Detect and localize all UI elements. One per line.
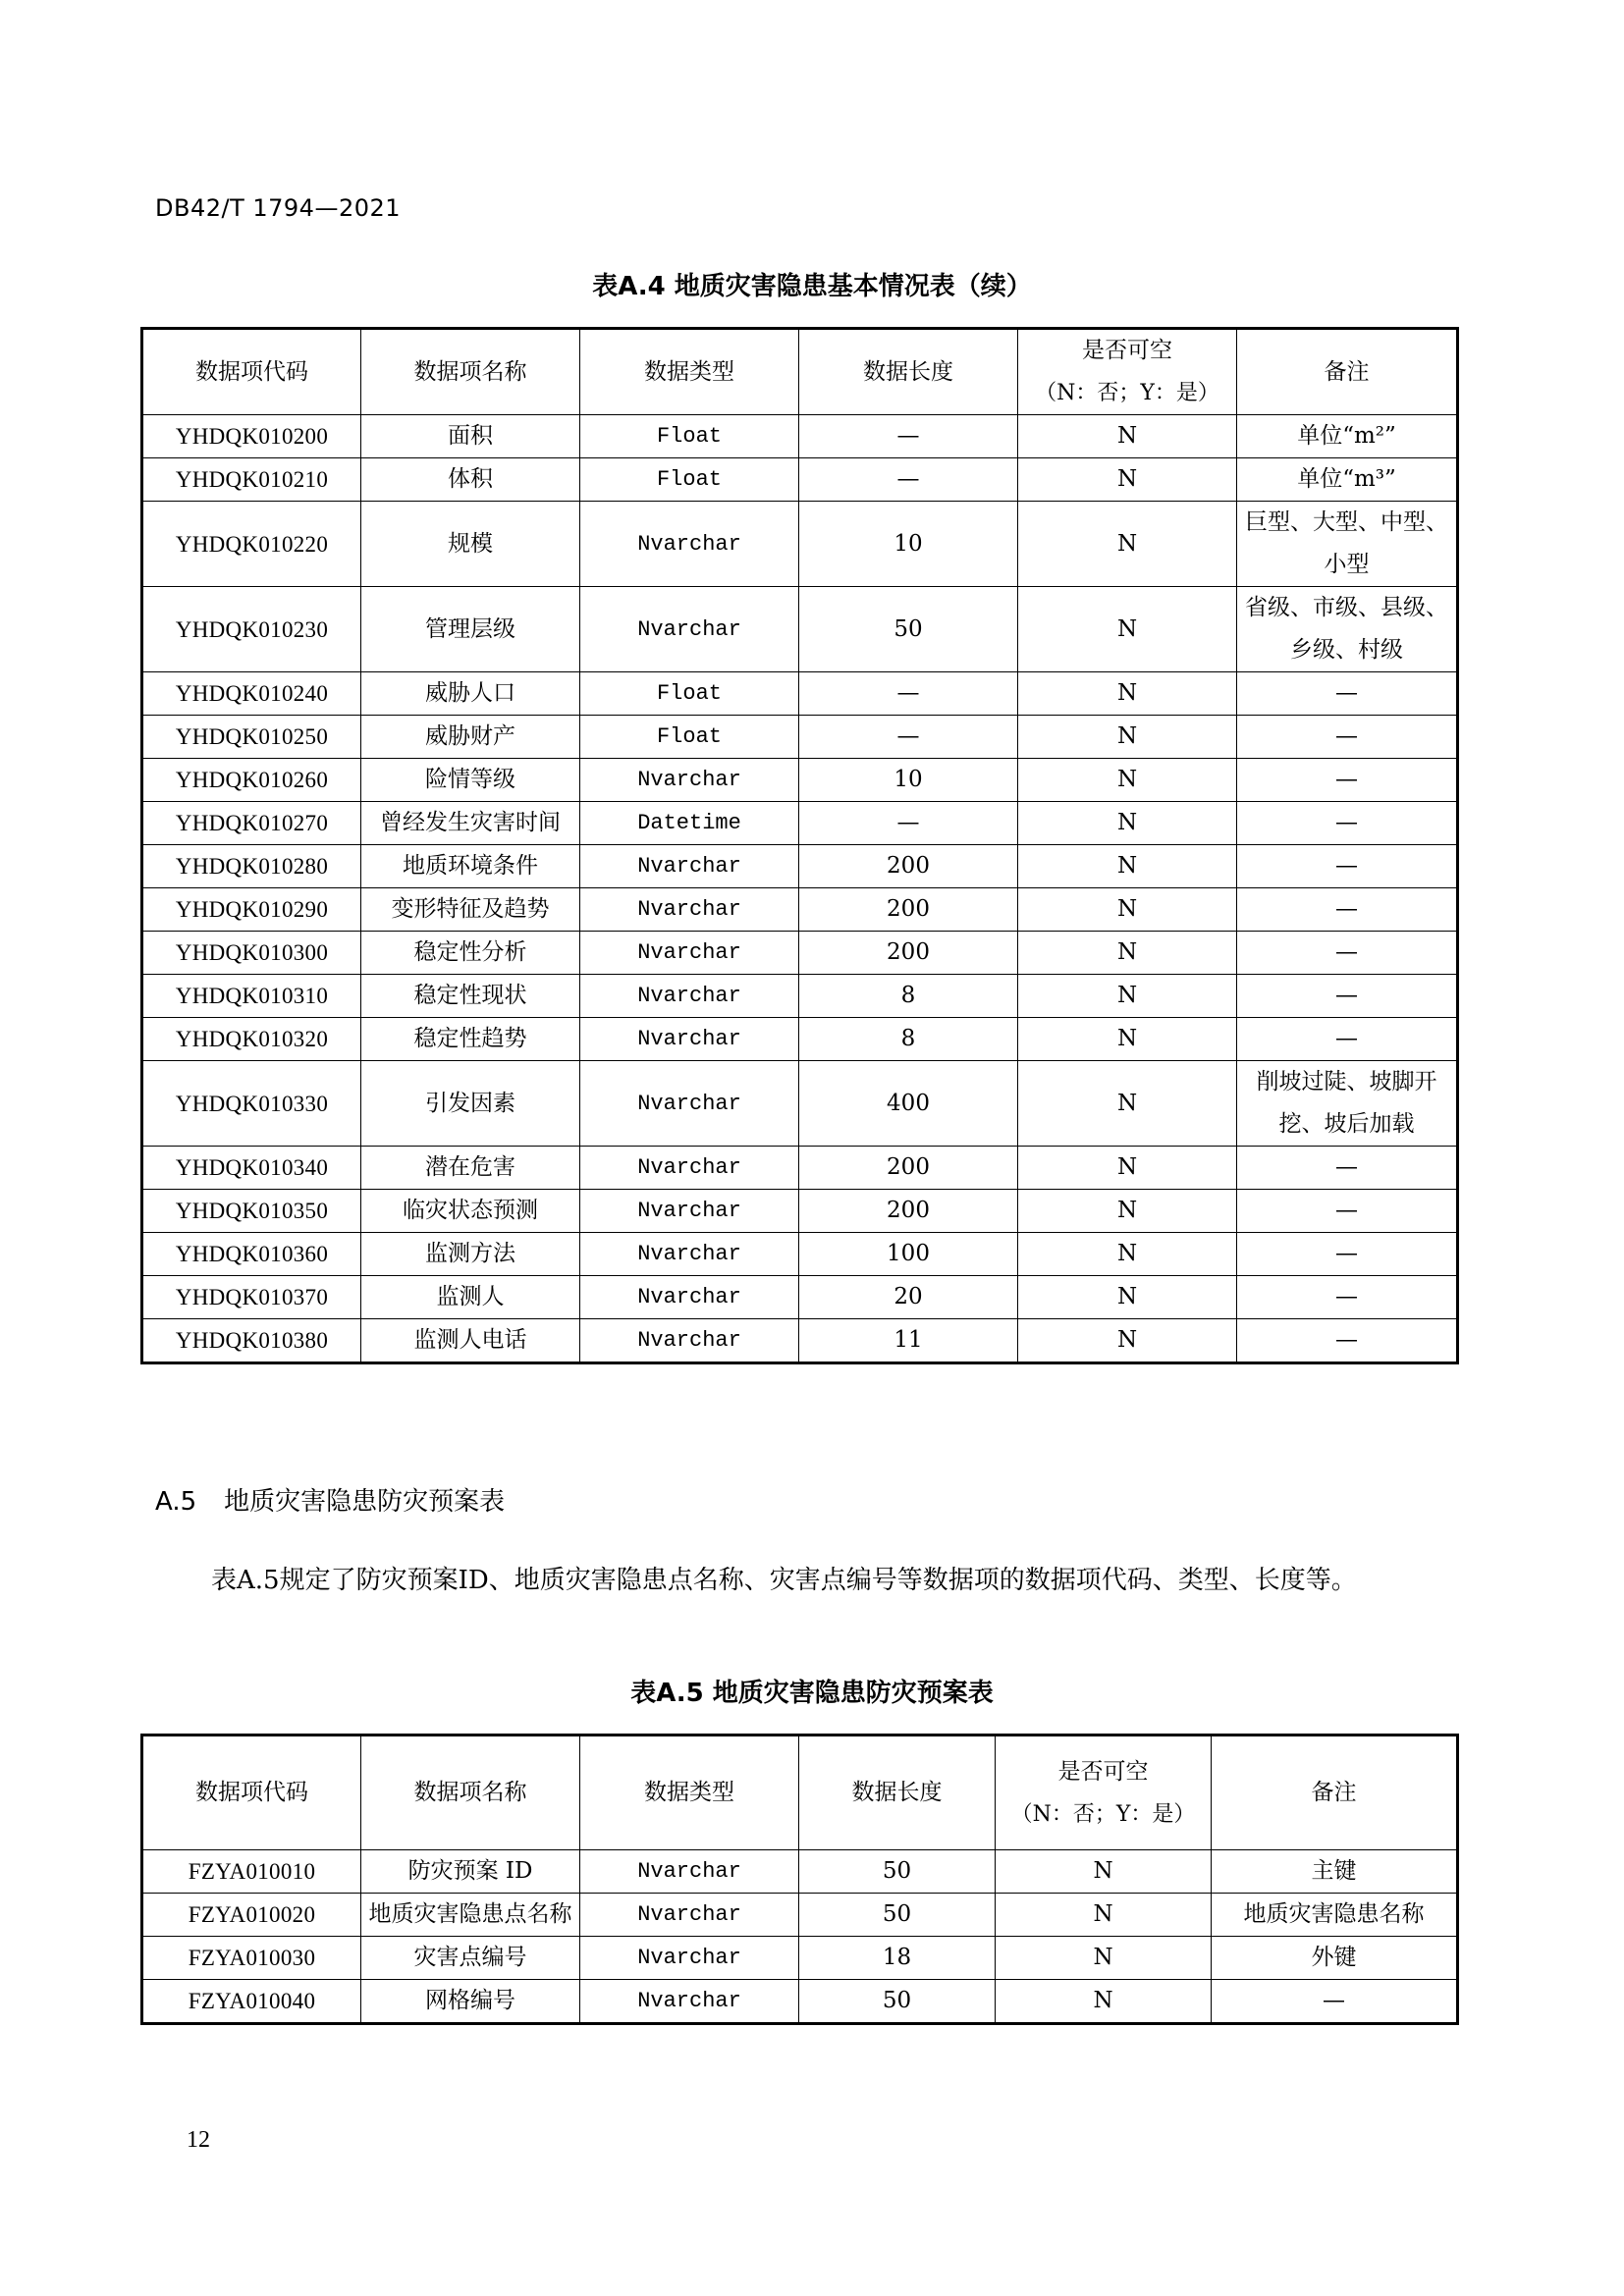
cell-remark: 削坡过陡、坡脚开挖、坡后加载 xyxy=(1237,1061,1458,1147)
cell-code: FZYA010040 xyxy=(142,1980,361,2024)
cell-length: 11 xyxy=(799,1319,1018,1363)
cell-name: 临灾状态预测 xyxy=(361,1190,580,1233)
table-row xyxy=(142,845,1458,888)
cell-name: 监测方法 xyxy=(361,1233,580,1276)
cell-length: — xyxy=(799,415,1018,458)
cell-remark: — xyxy=(1237,672,1458,716)
header-nullable-line1: 是否可空 xyxy=(1082,338,1172,363)
cell-nullable: N xyxy=(1018,932,1237,975)
cell-nullable: N xyxy=(1018,1190,1237,1233)
table-row xyxy=(142,1190,1458,1233)
cell-length: 10 xyxy=(799,502,1018,587)
cell-nullable: N xyxy=(996,1980,1212,2024)
cell-code: FZYA010030 xyxy=(142,1937,361,1980)
cell-name: 稳定性现状 xyxy=(361,975,580,1018)
cell-remark: 单位“m²” xyxy=(1237,415,1458,458)
cell-nullable: N xyxy=(1018,888,1237,932)
table-a5-caption: 表A.5 地质灾害隐患防灾预案表 xyxy=(630,1679,994,1708)
cell-length: 50 xyxy=(799,1850,996,1894)
cell-name: 规模 xyxy=(361,502,580,587)
cell-name: 体积 xyxy=(361,458,580,502)
header-length: 数据长度 xyxy=(799,329,1018,415)
cell-remark: — xyxy=(1237,1147,1458,1190)
cell-code: YHDQK010280 xyxy=(142,845,361,888)
table-row xyxy=(142,1233,1458,1276)
cell-code: YHDQK010210 xyxy=(142,458,361,502)
cell-code: YHDQK010290 xyxy=(142,888,361,932)
page-number: 12 xyxy=(187,2127,210,2153)
header-type: 数据类型 xyxy=(580,329,799,415)
header-nullable-line2: （N：否；Y：是） xyxy=(1010,1801,1196,1827)
cell-remark: 外键 xyxy=(1212,1937,1458,1980)
table-row xyxy=(142,1894,1458,1937)
cell-code: YHDQK010370 xyxy=(142,1276,361,1319)
cell-type: Float xyxy=(580,458,799,502)
cell-name: 地质灾害隐患点名称 xyxy=(361,1894,580,1937)
cell-name: 灾害点编号 xyxy=(361,1937,580,1980)
section-a5-heading xyxy=(155,1481,505,1518)
section-a5-paragraph: 表A.5规定了防灾预案ID、地质灾害隐患点名称、灾害点编号等数据项的数据项代码、类型、长度等。 xyxy=(211,1566,1357,1595)
cell-remark: 省级、市级、县级、乡级、村级 xyxy=(1237,587,1458,672)
cell-remark: 巨型、大型、中型、小型 xyxy=(1237,502,1458,587)
header-length: 数据长度 xyxy=(799,1735,996,1850)
cell-nullable: N xyxy=(1018,672,1237,716)
cell-code: YHDQK010380 xyxy=(142,1319,361,1363)
cell-nullable: N xyxy=(1018,1018,1237,1061)
cell-remark: — xyxy=(1237,888,1458,932)
cell-code: FZYA010020 xyxy=(142,1894,361,1937)
header-remark: 备注 xyxy=(1237,329,1458,415)
cell-length: — xyxy=(799,458,1018,502)
cell-length: 200 xyxy=(799,888,1018,932)
cell-nullable: N xyxy=(1018,458,1237,502)
cell-code: YHDQK010300 xyxy=(142,932,361,975)
cell-name: 引发因素 xyxy=(361,1061,580,1147)
cell-remark: 主键 xyxy=(1212,1850,1458,1894)
cell-length: — xyxy=(799,672,1018,716)
header-code: 数据项代码 xyxy=(142,329,361,415)
cell-name: 监测人 xyxy=(361,1276,580,1319)
cell-nullable: N xyxy=(1018,587,1237,672)
cell-remark: — xyxy=(1237,802,1458,845)
cell-type: Nvarchar xyxy=(580,1850,799,1894)
cell-type: Nvarchar xyxy=(580,1147,799,1190)
cell-code: YHDQK010200 xyxy=(142,415,361,458)
cell-remark: — xyxy=(1237,1190,1458,1233)
table-row xyxy=(142,1018,1458,1061)
table-row xyxy=(142,802,1458,845)
table-row xyxy=(142,716,1458,759)
cell-type: Nvarchar xyxy=(580,932,799,975)
cell-name: 网格编号 xyxy=(361,1980,580,2024)
cell-nullable: N xyxy=(1018,1233,1237,1276)
table-row xyxy=(142,1276,1458,1319)
cell-length: 200 xyxy=(799,1190,1018,1233)
cell-length: 200 xyxy=(799,845,1018,888)
cell-length: 20 xyxy=(799,1276,1018,1319)
cell-nullable: N xyxy=(1018,1319,1237,1363)
table-row xyxy=(142,672,1458,716)
cell-length: 18 xyxy=(799,1937,996,1980)
cell-code: YHDQK010220 xyxy=(142,502,361,587)
table-row xyxy=(142,759,1458,802)
cell-nullable: N xyxy=(1018,716,1237,759)
table-row xyxy=(142,587,1458,672)
header-nullable xyxy=(996,1735,1212,1850)
cell-type: Float xyxy=(580,672,799,716)
cell-name: 面积 xyxy=(361,415,580,458)
cell-length: 8 xyxy=(799,1018,1018,1061)
cell-length: 50 xyxy=(799,1980,996,2024)
header-remark: 备注 xyxy=(1212,1735,1458,1850)
section-title: 地质灾害隐患防灾预案表 xyxy=(224,1487,506,1517)
cell-name: 管理层级 xyxy=(361,587,580,672)
cell-length: 50 xyxy=(799,1894,996,1937)
cell-length: 400 xyxy=(799,1061,1018,1147)
cell-remark: — xyxy=(1237,932,1458,975)
cell-remark: — xyxy=(1237,759,1458,802)
cell-nullable: N xyxy=(1018,759,1237,802)
section-number: A.5 xyxy=(155,1487,197,1517)
cell-type: Float xyxy=(580,415,799,458)
document-code: DB42/T 1794—2021 xyxy=(155,194,402,222)
cell-type: Nvarchar xyxy=(580,502,799,587)
cell-type: Nvarchar xyxy=(580,759,799,802)
cell-code: YHDQK010240 xyxy=(142,672,361,716)
cell-length: — xyxy=(799,716,1018,759)
cell-code: YHDQK010350 xyxy=(142,1190,361,1233)
table-row xyxy=(142,1319,1458,1363)
cell-length: 200 xyxy=(799,1147,1018,1190)
cell-remark: — xyxy=(1237,716,1458,759)
cell-type: Nvarchar xyxy=(580,1061,799,1147)
cell-code: YHDQK010320 xyxy=(142,1018,361,1061)
table-row xyxy=(142,415,1458,458)
table-row xyxy=(142,1937,1458,1980)
cell-type: Nvarchar xyxy=(580,1018,799,1061)
cell-nullable: N xyxy=(1018,1061,1237,1147)
table-a5-header-row xyxy=(142,1735,1458,1850)
cell-type: Nvarchar xyxy=(580,1894,799,1937)
cell-name: 稳定性分析 xyxy=(361,932,580,975)
cell-nullable: N xyxy=(1018,502,1237,587)
cell-remark: 地质灾害隐患名称 xyxy=(1212,1894,1458,1937)
cell-type: Nvarchar xyxy=(580,1980,799,2024)
cell-length: — xyxy=(799,802,1018,845)
cell-type: Nvarchar xyxy=(580,1319,799,1363)
header-nullable-line1: 是否可空 xyxy=(1057,1758,1149,1785)
cell-remark: — xyxy=(1237,845,1458,888)
cell-length: 50 xyxy=(799,587,1018,672)
header-nullable xyxy=(1018,329,1237,415)
table-a5 xyxy=(140,1734,1459,2025)
cell-length: 8 xyxy=(799,975,1018,1018)
cell-remark: — xyxy=(1237,1276,1458,1319)
cell-remark: — xyxy=(1237,1233,1458,1276)
cell-nullable: N xyxy=(1018,975,1237,1018)
cell-name: 防灾预案 ID xyxy=(361,1850,580,1894)
cell-code: YHDQK010310 xyxy=(142,975,361,1018)
cell-nullable: N xyxy=(1018,415,1237,458)
cell-code: YHDQK010270 xyxy=(142,802,361,845)
cell-code: YHDQK010230 xyxy=(142,587,361,672)
cell-nullable: N xyxy=(996,1937,1212,1980)
cell-nullable: N xyxy=(1018,1276,1237,1319)
table-row xyxy=(142,1850,1458,1894)
cell-type: Datetime xyxy=(580,802,799,845)
cell-nullable: N xyxy=(1018,845,1237,888)
cell-type: Nvarchar xyxy=(580,845,799,888)
cell-name: 曾经发生灾害时间 xyxy=(361,802,580,845)
cell-nullable: N xyxy=(1018,802,1237,845)
header-name: 数据项名称 xyxy=(361,329,580,415)
table-a4-header-row xyxy=(142,329,1458,415)
cell-name: 潜在危害 xyxy=(361,1147,580,1190)
cell-nullable: N xyxy=(996,1894,1212,1937)
cell-length: 200 xyxy=(799,932,1018,975)
cell-name: 威胁人口 xyxy=(361,672,580,716)
cell-name: 险情等级 xyxy=(361,759,580,802)
header-type: 数据类型 xyxy=(580,1735,799,1850)
cell-length: 10 xyxy=(799,759,1018,802)
table-row xyxy=(142,1980,1458,2024)
cell-type: Nvarchar xyxy=(580,888,799,932)
table-row xyxy=(142,932,1458,975)
cell-code: YHDQK010360 xyxy=(142,1233,361,1276)
table-a4 xyxy=(140,327,1459,1364)
cell-type: Float xyxy=(580,716,799,759)
cell-name: 威胁财产 xyxy=(361,716,580,759)
table-row xyxy=(142,888,1458,932)
cell-name: 稳定性趋势 xyxy=(361,1018,580,1061)
table-row xyxy=(142,1147,1458,1190)
cell-type: Nvarchar xyxy=(580,1190,799,1233)
cell-type: Nvarchar xyxy=(580,1233,799,1276)
table-row xyxy=(142,1061,1458,1147)
cell-code: YHDQK010260 xyxy=(142,759,361,802)
cell-nullable: N xyxy=(996,1850,1212,1894)
cell-type: Nvarchar xyxy=(580,975,799,1018)
cell-code: YHDQK010250 xyxy=(142,716,361,759)
cell-code: FZYA010010 xyxy=(142,1850,361,1894)
cell-name: 变形特征及趋势 xyxy=(361,888,580,932)
table-a4-caption: 表A.4 地质灾害隐患基本情况表（续） xyxy=(592,272,1032,301)
header-nullable-line2: （N：否；Y：是） xyxy=(1035,381,1219,405)
cell-remark: — xyxy=(1237,1018,1458,1061)
cell-name: 监测人电话 xyxy=(361,1319,580,1363)
cell-remark: — xyxy=(1237,1319,1458,1363)
header-code: 数据项代码 xyxy=(142,1735,361,1850)
cell-code: YHDQK010330 xyxy=(142,1061,361,1147)
cell-type: Nvarchar xyxy=(580,587,799,672)
header-name: 数据项名称 xyxy=(361,1735,580,1850)
cell-nullable: N xyxy=(1018,1147,1237,1190)
cell-type: Nvarchar xyxy=(580,1276,799,1319)
cell-type: Nvarchar xyxy=(580,1937,799,1980)
cell-length: 100 xyxy=(799,1233,1018,1276)
cell-remark: — xyxy=(1212,1980,1458,2024)
table-row xyxy=(142,458,1458,502)
cell-name: 地质环境条件 xyxy=(361,845,580,888)
cell-remark: 单位“m³” xyxy=(1237,458,1458,502)
table-row xyxy=(142,975,1458,1018)
cell-remark: — xyxy=(1237,975,1458,1018)
cell-code: YHDQK010340 xyxy=(142,1147,361,1190)
table-row xyxy=(142,502,1458,587)
